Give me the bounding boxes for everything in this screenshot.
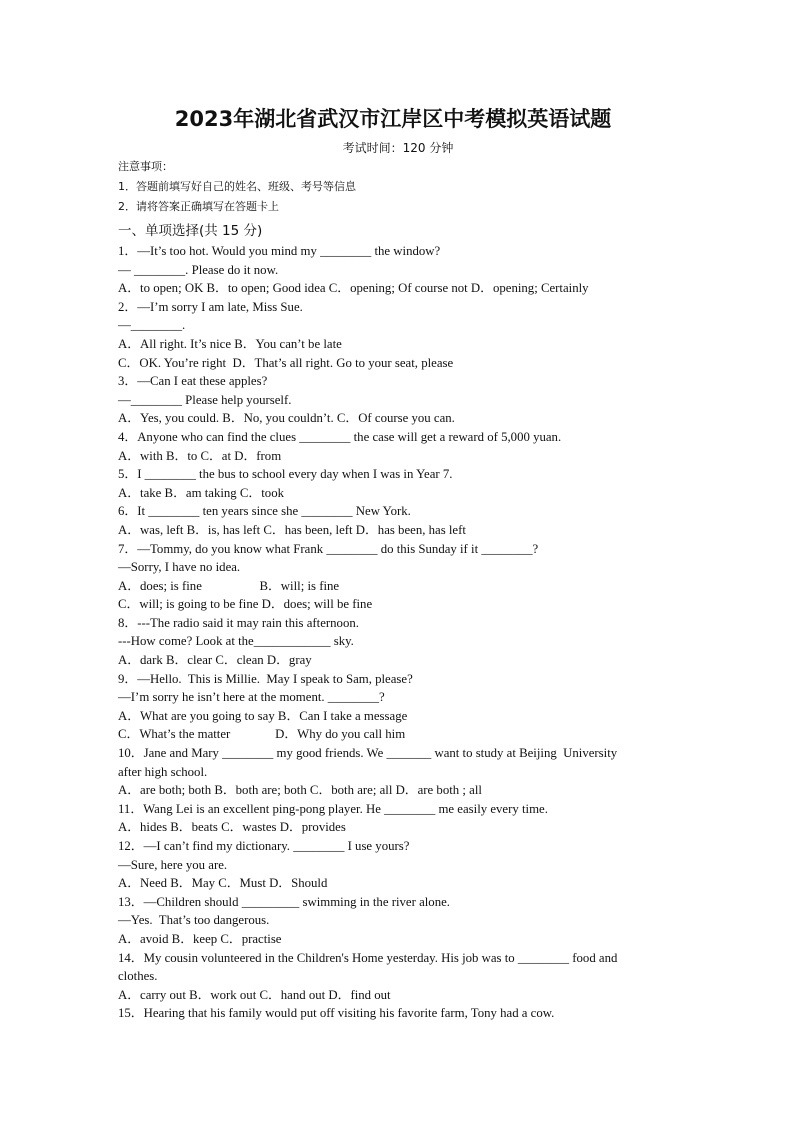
- note-item: 1．答题前填写好自己的姓名、班级、考号等信息: [118, 180, 356, 193]
- question-line: A．take B．am taking C．took: [118, 485, 284, 500]
- question-line: —Yes. That’s too dangerous.: [118, 913, 270, 928]
- question-line: —________ Please help yourself.: [118, 392, 292, 407]
- exam-title: 2023年湖北省武汉市江岸区中考模拟英语试题: [174, 107, 612, 131]
- question-line: C．OK. You’re right D．That’s all right. Go to your seat, please: [118, 355, 454, 370]
- exam-time: 考试时间：120 分钟: [342, 141, 454, 155]
- question-line: C．will; is going to be fine D．does; will be fine: [118, 597, 373, 612]
- note-item: 2．请将答案正确填写在答题卡上: [118, 200, 279, 213]
- question-line: A．What are you going to say B．Can I take a message: [118, 708, 408, 723]
- question-line: 15．Hearing that his family would put off visiting his favorite farm, Tony had a cow.: [118, 1006, 555, 1021]
- question-line: 11．Wang Lei is an excellent ping-pong player. He ________ me easily every time.: [118, 801, 548, 816]
- question-line: 6．It ________ ten years since she ________ New York.: [118, 504, 411, 519]
- question-line: A．Yes, you could. B．No, you couldn’t. C．Of course you can.: [118, 411, 455, 426]
- question-line: A．avoid B．keep C．practise: [118, 931, 282, 946]
- question-line: 12．—I can’t find my dictionary. ________ I use yours?: [118, 839, 410, 853]
- question-line: A．with B．to C．at D．from: [118, 448, 282, 463]
- question-line: 13．—Children should _________ swimming in the river alone.: [118, 894, 450, 909]
- question-line: A．to open; OK B．to open; Good idea C．opening; Of course not D．opening; Certainly: [118, 281, 589, 296]
- question-line: — ________. Please do it now.: [118, 262, 279, 277]
- question-line: A．does; is fine B．will; is fine: [118, 578, 340, 593]
- section-title: 一、单项选择(共 15 分): [118, 223, 263, 239]
- question-line: A．Need B．May C．Must D．Should: [118, 876, 328, 891]
- question-line: A．carry out B．work out C．hand out D．find out: [118, 987, 391, 1002]
- question-line: 4．Anyone who can find the clues ________ the case will get a reward of 5,000 yuan.: [118, 429, 562, 444]
- question-line: —Sorry, I have no idea.: [118, 560, 241, 575]
- question-line: after high school.: [118, 764, 208, 779]
- question-line: 8．---The radio said it may rain this afternoon.: [118, 615, 359, 630]
- question-line: ---How come? Look at the____________ sky.: [118, 634, 354, 649]
- question-line: 14．My cousin volunteered in the Children's Home yesterday. His job was to ________ food and: [118, 950, 618, 965]
- exam-page: [118, 100, 678, 1023]
- question-line: 7．—Tommy, do you know what Frank ________ do this Sunday if it ________?: [118, 541, 539, 556]
- notes-heading: 注意事项：: [118, 160, 173, 173]
- question-line: 5．I ________ the bus to school every day when I was in Year 7.: [118, 467, 453, 482]
- question-line: A．hides B．beats C．wastes D．provides: [118, 820, 346, 835]
- question-line: 3．—Can I eat these apples?: [118, 374, 268, 389]
- question-line: clothes.: [118, 969, 158, 984]
- question-line: A．dark B．clear C．clean D．gray: [118, 653, 312, 668]
- question-list: [118, 242, 678, 1023]
- question-line: A．are both; both B．both are; both C．both are; all D．are both ; all: [118, 783, 482, 798]
- question-line: 9．—Hello. This is Millie. May I speak to Sam, please?: [118, 671, 413, 686]
- question-line: A．was, left B．is, has left C．has been, left D．has been, has left: [118, 522, 466, 537]
- question-line: —Sure, here you are.: [118, 857, 228, 872]
- question-line: 1．—It’s too hot. Would you mind my ________ the window?: [118, 244, 441, 258]
- question-line: —I’m sorry he isn’t here at the moment. ________?: [118, 690, 385, 705]
- question-line: 10．Jane and Mary ________ my good friends. We _______ want to study at Beijing University: [118, 746, 618, 761]
- question-line: C．What’s the matter D．Why do you call him: [118, 727, 406, 742]
- question-line: 2．—I’m sorry I am late, Miss Sue.: [118, 299, 303, 314]
- question-line: —________.: [118, 318, 186, 333]
- question-line: A．All right. It’s nice B．You can’t be late: [118, 336, 342, 351]
